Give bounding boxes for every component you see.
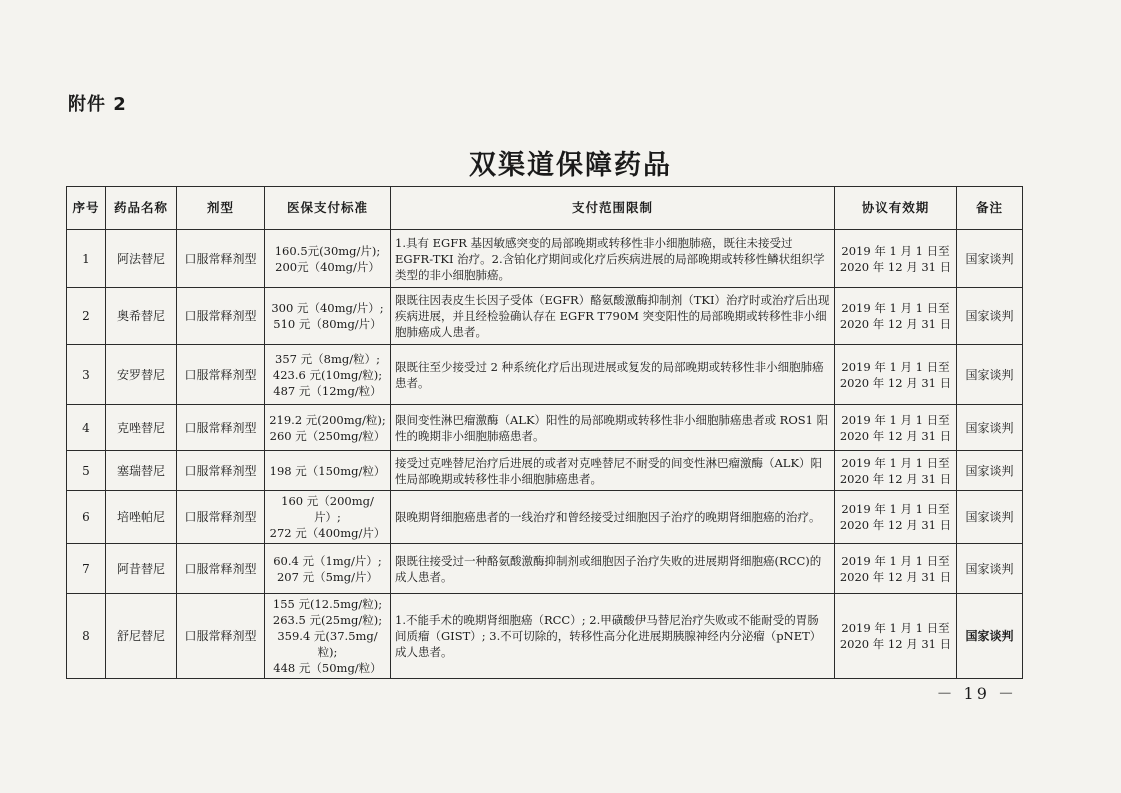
cell-no: 4 bbox=[67, 405, 106, 451]
cell-price bbox=[265, 544, 391, 594]
cell-scope: 1.不能手术的晚期肾细胞癌（RCC）; 2.甲磺酸伊马替尼治疗失败或不能耐受的胃肠间质瘤（GIST）; 3.不可切除的，转移性高分化进展期胰腺神经内分泌瘤（pNET）成人患者。 bbox=[391, 594, 835, 679]
price-line: 359.4 元(37.5mg/粒); bbox=[277, 629, 378, 659]
validity-line: 2020 年 12 月 31 日 bbox=[839, 317, 952, 331]
cell-drug-name: 奥希替尼 bbox=[106, 288, 177, 345]
cell-note: 国家谈判 bbox=[957, 405, 1023, 451]
cell-scope: 限间变性淋巴瘤激酶（ALK）阳性的局部晚期或转移性非小细胞肺癌患者或 ROS1 阳性的晚期非小细胞肺癌患者。 bbox=[391, 405, 835, 451]
header-form: 剂型 bbox=[177, 187, 265, 230]
price-line: 155 元(12.5mg/粒); bbox=[272, 597, 383, 611]
price-line: 198 元（150mg/粒） bbox=[269, 463, 386, 478]
table-row bbox=[67, 405, 1023, 451]
header-price: 医保支付标准 bbox=[265, 187, 391, 230]
cell-validity bbox=[835, 544, 957, 594]
cell-drug-name: 安罗替尼 bbox=[106, 345, 177, 405]
cell-dosage-form: 口服常释剂型 bbox=[177, 491, 265, 544]
price-line: 219.2 元(200mg/粒); bbox=[269, 412, 386, 427]
cell-no: 8 bbox=[67, 594, 106, 679]
cell-price bbox=[265, 594, 391, 679]
cell-price bbox=[265, 345, 391, 405]
cell-drug-name: 阿法替尼 bbox=[106, 230, 177, 288]
table-row bbox=[67, 345, 1023, 405]
cell-dosage-form: 口服常释剂型 bbox=[177, 544, 265, 594]
cell-scope: 限既往至少接受过 2 种系统化疗后出现进展或复发的局部晚期或转移性非小细胞肺癌患者。 bbox=[391, 345, 835, 405]
price-line: 260 元（250mg/粒） bbox=[269, 428, 386, 443]
validity-line: 2019 年 1 月 1 日至 bbox=[841, 243, 950, 258]
cell-validity bbox=[835, 405, 957, 451]
cell-no: 7 bbox=[67, 544, 106, 594]
validity-line: 2019 年 1 月 1 日至 bbox=[841, 455, 950, 470]
cell-no: 5 bbox=[67, 451, 106, 491]
page-number: － 19 － bbox=[936, 684, 1017, 703]
cell-price bbox=[265, 491, 391, 544]
cell-dosage-form: 口服常释剂型 bbox=[177, 451, 265, 491]
cell-note: 国家谈判 bbox=[957, 544, 1023, 594]
price-line: 510 元（80mg/片） bbox=[273, 317, 382, 331]
price-line: 448 元（50mg/粒） bbox=[273, 661, 382, 675]
price-line: 487 元（12mg/粒） bbox=[273, 383, 382, 398]
cell-drug-name: 克唑替尼 bbox=[106, 405, 177, 451]
cell-validity bbox=[835, 491, 957, 544]
validity-line: 2020 年 12 月 31 日 bbox=[839, 569, 952, 584]
cell-scope: 接受过克唑替尼治疗后进展的或者对克唑替尼不耐受的间变性淋巴瘤激酶（ALK）阳性局部晚期或转移性非小细胞肺癌患者。 bbox=[391, 451, 835, 491]
cell-scope: 限既往接受过一种酪氨酸激酶抑制剂或细胞因子治疗失败的进展期肾细胞癌(RCC)的成人患者。 bbox=[391, 544, 835, 594]
price-line: 272 元（400mg/片） bbox=[269, 526, 386, 540]
validity-line: 2019 年 1 月 1 日至 bbox=[841, 502, 950, 516]
cell-note: 国家谈判 bbox=[957, 230, 1023, 288]
header-name: 药品名称 bbox=[106, 187, 177, 230]
validity-line: 2019 年 1 月 1 日至 bbox=[841, 301, 950, 315]
attachment-label: 附件 2 bbox=[68, 94, 127, 115]
cell-dosage-form: 口服常释剂型 bbox=[177, 288, 265, 345]
cell-scope: 限既往因表皮生长因子受体（EGFR）酪氨酸激酶抑制剂（TKI）治疗时或治疗后出现疾病进展，并且经检验确认存在 EGFR T790M 突变阳性的局部晚期或转移性非小细胞肺癌成人患者。 bbox=[391, 288, 835, 345]
cell-price bbox=[265, 288, 391, 345]
header-note: 备注 bbox=[957, 187, 1023, 230]
table-row bbox=[67, 491, 1023, 544]
validity-line: 2019 年 1 月 1 日至 bbox=[841, 621, 950, 635]
cell-validity bbox=[835, 451, 957, 491]
table-row bbox=[67, 288, 1023, 345]
cell-scope: 1.具有 EGFR 基因敏感突变的局部晚期或转移性非小细胞肺癌，既往未接受过 EGFR-TKI 治疗。2.含铂化疗期间或化疗后疾病进展的局部晚期或转移性鳞状组织学类型的非小细胞肺癌。 bbox=[391, 230, 835, 288]
cell-no: 6 bbox=[67, 491, 106, 544]
cell-note: 国家谈判 bbox=[957, 288, 1023, 345]
cell-drug-name: 阿昔替尼 bbox=[106, 544, 177, 594]
cell-note: 国家谈判 bbox=[957, 594, 1023, 679]
cell-no: 3 bbox=[67, 345, 106, 405]
cell-note: 国家谈判 bbox=[957, 345, 1023, 405]
table-row bbox=[67, 451, 1023, 491]
cell-validity bbox=[835, 594, 957, 679]
price-line: 200元（40mg/片） bbox=[275, 259, 380, 274]
drug-table bbox=[66, 186, 1023, 679]
cell-scope: 限晚期肾细胞癌患者的一线治疗和曾经接受过细胞因子治疗的晚期肾细胞癌的治疗。 bbox=[391, 491, 835, 544]
cell-drug-name: 培唑帕尼 bbox=[106, 491, 177, 544]
table-row bbox=[67, 544, 1023, 594]
cell-validity bbox=[835, 230, 957, 288]
price-line: 160.5元(30mg/片); bbox=[274, 243, 381, 258]
validity-line: 2020 年 12 月 31 日 bbox=[839, 259, 952, 274]
cell-note: 国家谈判 bbox=[957, 451, 1023, 491]
price-line: 300 元（40mg/片）; bbox=[271, 301, 384, 315]
cell-validity bbox=[835, 288, 957, 345]
validity-line: 2020 年 12 月 31 日 bbox=[839, 375, 952, 390]
cell-drug-name: 舒尼替尼 bbox=[106, 594, 177, 679]
price-line: 423.6 元(10mg/粒); bbox=[272, 367, 383, 382]
header-valid: 协议有效期 bbox=[835, 187, 957, 230]
validity-line: 2020 年 12 月 31 日 bbox=[839, 518, 952, 532]
header-no: 序号 bbox=[67, 187, 106, 230]
validity-line: 2020 年 12 月 31 日 bbox=[839, 637, 952, 651]
validity-line: 2019 年 1 月 1 日至 bbox=[841, 412, 950, 427]
price-line: 357 元（8mg/粒）; bbox=[275, 351, 380, 366]
validity-line: 2019 年 1 月 1 日至 bbox=[841, 553, 950, 568]
document-title: 双渠道保障药品 bbox=[469, 150, 672, 181]
validity-line: 2020 年 12 月 31 日 bbox=[839, 471, 952, 486]
cell-no: 2 bbox=[67, 288, 106, 345]
table-header-row bbox=[67, 187, 1023, 230]
cell-price bbox=[265, 230, 391, 288]
cell-price bbox=[265, 451, 391, 491]
table-row bbox=[67, 594, 1023, 679]
table-row bbox=[67, 230, 1023, 288]
cell-price bbox=[265, 405, 391, 451]
cell-dosage-form: 口服常释剂型 bbox=[177, 230, 265, 288]
cell-no: 1 bbox=[67, 230, 106, 288]
price-line: 263.5 元(25mg/粒); bbox=[272, 613, 383, 627]
cell-note: 国家谈判 bbox=[957, 491, 1023, 544]
price-line: 207 元（5mg/片） bbox=[276, 569, 379, 584]
cell-dosage-form: 口服常释剂型 bbox=[177, 594, 265, 679]
cell-dosage-form: 口服常释剂型 bbox=[177, 345, 265, 405]
price-line: 160 元（200mg/片）; bbox=[281, 494, 374, 524]
validity-line: 2019 年 1 月 1 日至 bbox=[841, 359, 950, 374]
price-line: 60.4 元（1mg/片）; bbox=[273, 553, 382, 568]
cell-validity bbox=[835, 345, 957, 405]
cell-drug-name: 塞瑞替尼 bbox=[106, 451, 177, 491]
cell-dosage-form: 口服常释剂型 bbox=[177, 405, 265, 451]
header-scope: 支付范围限制 bbox=[391, 187, 835, 230]
validity-line: 2020 年 12 月 31 日 bbox=[839, 428, 952, 443]
